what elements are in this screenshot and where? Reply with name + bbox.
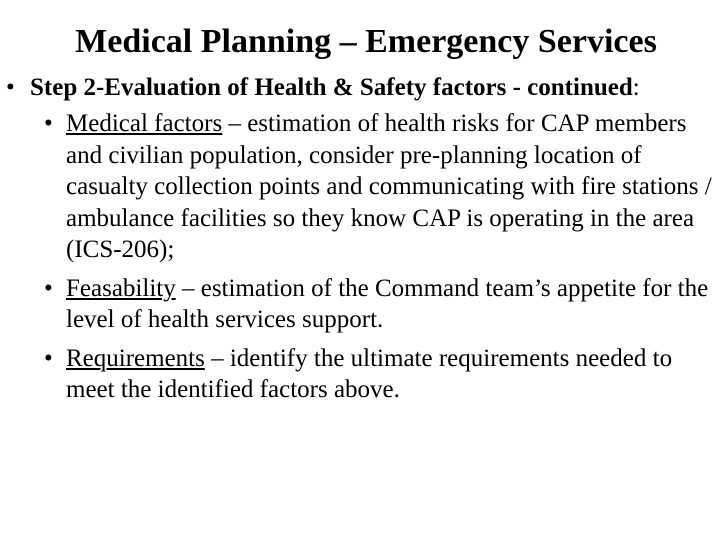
text-requirements: – identify the ultimate requirements needed to meet the identified factors above.	[66, 344, 673, 403]
slide-title: Medical Planning – Emergency Services	[75, 23, 657, 60]
text-feasability: – estimation of the Command team’s appetite for the level of health services support.	[66, 274, 709, 333]
bullet-dot-icon: •	[44, 344, 53, 372]
sub-bullet-feasability	[30, 273, 718, 336]
sub-bullet-requirements	[30, 343, 718, 406]
term-requirements: Requirements	[66, 344, 205, 372]
step-bullet	[6, 72, 718, 406]
bullet-dot-icon: •	[44, 110, 53, 137]
step-text: Step 2-Evaluation of Health & Safety factors - continued	[30, 74, 633, 101]
bullet-dot-icon: •	[44, 274, 53, 302]
sub-bullet-list	[30, 108, 718, 406]
term-medical-factors: Medical factors	[66, 110, 223, 137]
text-medical-factors: – estimation of health risks for CAP members and civilian population, consider pre-planning location of casualty collection points and communicating with fire stations / ambulance facilities so they know CAP is operating in the area (ICS-206);	[66, 110, 712, 263]
term-feasability: Feasability	[66, 274, 176, 302]
sub-bullet-medical-factors	[30, 108, 718, 266]
step-colon: :	[632, 74, 640, 101]
bullet-dot-icon: •	[6, 74, 15, 101]
bullet-list	[6, 72, 718, 413]
